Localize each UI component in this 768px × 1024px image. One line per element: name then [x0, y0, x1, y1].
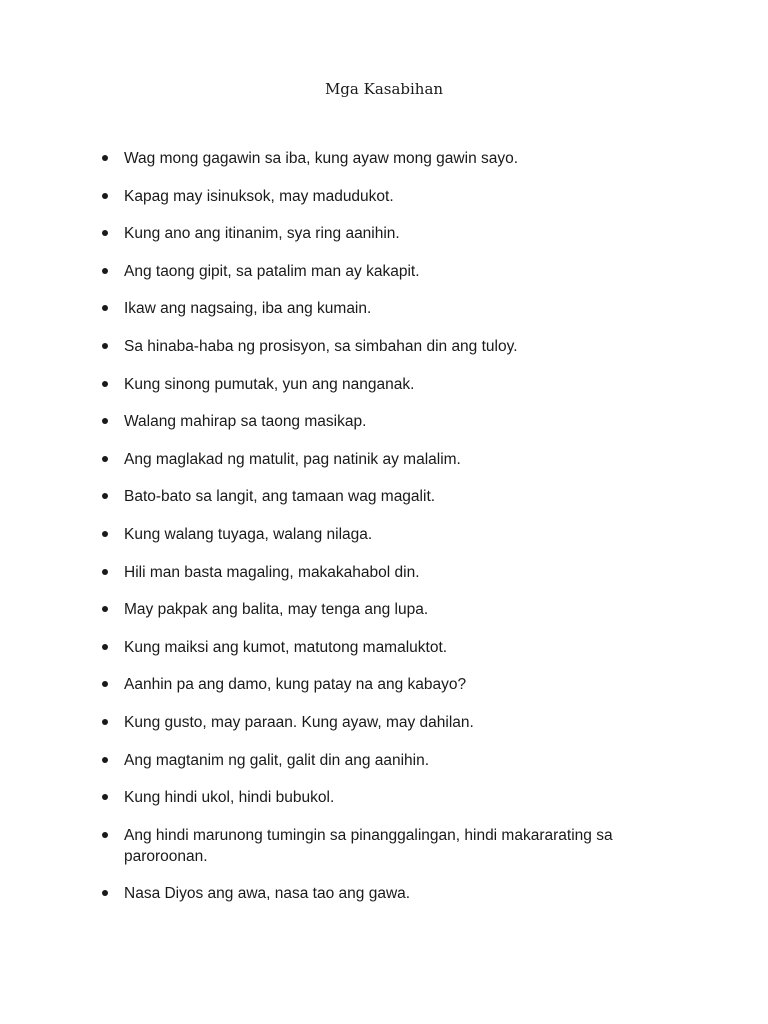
bullet-icon: [102, 155, 108, 161]
list-item: [96, 599, 676, 620]
list-item: [96, 411, 676, 432]
saying-text: Aanhin pa ang damo, kung patay na ang kabayo?: [124, 676, 467, 694]
saying-text: May pakpak ang balita, may tenga ang lupa.: [124, 601, 429, 619]
saying-text: Ang maglakad ng matulit, pag natinik ay malalim.: [124, 450, 461, 468]
list-item: [96, 223, 676, 244]
bullet-icon: [102, 719, 108, 725]
saying-text: Hili man basta magaling, makakahabol din.: [124, 563, 420, 581]
bullet-icon: [102, 681, 108, 687]
list-item: [96, 261, 676, 282]
bullet-icon: [102, 794, 108, 800]
list-item: [96, 524, 676, 545]
saying-text: Kung hindi ukol, hindi bubukol.: [124, 789, 335, 807]
bullet-icon: [102, 381, 108, 387]
list-item: [96, 336, 676, 357]
saying-text: Wag mong gagawin sa iba, kung ayaw mong gawin sayo.: [124, 150, 519, 167]
list-item: [96, 449, 676, 470]
bullet-icon: [102, 305, 108, 311]
saying-text: Kapag may isinuksok, may madudukot.: [124, 187, 394, 205]
list-item: [96, 674, 676, 695]
saying-text: Ang magtanim ng galit, galit din ang aanihin.: [124, 751, 430, 769]
bullet-icon: [102, 832, 108, 838]
saying-text: Kung gusto, may paraan. Kung ayaw, may dahilan.: [124, 713, 474, 731]
saying-text: Sa hinaba-haba ng prosisyon, sa simbahan din ang tuloy.: [124, 337, 518, 355]
saying-text: Ang taong gipit, sa patalim man ay kakapit.: [124, 262, 420, 280]
bullet-icon: [102, 606, 108, 612]
saying-text: Ang hindi marunong tumingin sa pinanggalingan, hindi makararating sa paroroonan.: [124, 826, 613, 865]
saying-text: Bato-bato sa langit, ang tamaan wag magalit.: [124, 488, 436, 506]
bullet-icon: [102, 569, 108, 575]
sayings-list: [96, 148, 676, 921]
saying-text: Kung walang tuyaga, walang nilaga.: [124, 525, 373, 543]
bullet-icon: [102, 456, 108, 462]
bullet-icon: [102, 757, 108, 763]
saying-text: Kung ano ang itinanim, sya ring aanihin.: [124, 225, 400, 243]
list-item: [96, 486, 676, 507]
list-item: [96, 374, 676, 395]
bullet-icon: [102, 193, 108, 199]
saying-text: Kung maiksi ang kumot, matutong mamaluktot.: [124, 638, 448, 656]
list-item: [96, 825, 676, 867]
saying-text: Nasa Diyos ang awa, nasa tao ang gawa.: [124, 885, 411, 903]
list-item: [96, 883, 676, 904]
bullet-icon: [102, 418, 108, 424]
bullet-icon: [102, 343, 108, 349]
document-title: Mga Kasabihan: [324, 80, 444, 98]
bullet-icon: [102, 890, 108, 896]
bullet-icon: [102, 230, 108, 236]
bullet-icon: [102, 268, 108, 274]
list-item: [96, 750, 676, 771]
list-item: [96, 186, 676, 207]
saying-text: Ikaw ang nagsaing, iba ang kumain.: [124, 300, 372, 318]
list-item: [96, 787, 676, 808]
list-item: [96, 712, 676, 733]
bullet-icon: [102, 531, 108, 537]
bullet-icon: [102, 644, 108, 650]
list-item: [96, 148, 676, 169]
bullet-icon: [102, 493, 108, 499]
list-item: [96, 562, 676, 583]
saying-text: Kung sinong pumutak, yun ang nanganak.: [124, 375, 415, 393]
list-item: [96, 298, 676, 319]
list-item: [96, 637, 676, 658]
saying-text: Walang mahirap sa taong masikap.: [124, 413, 367, 431]
